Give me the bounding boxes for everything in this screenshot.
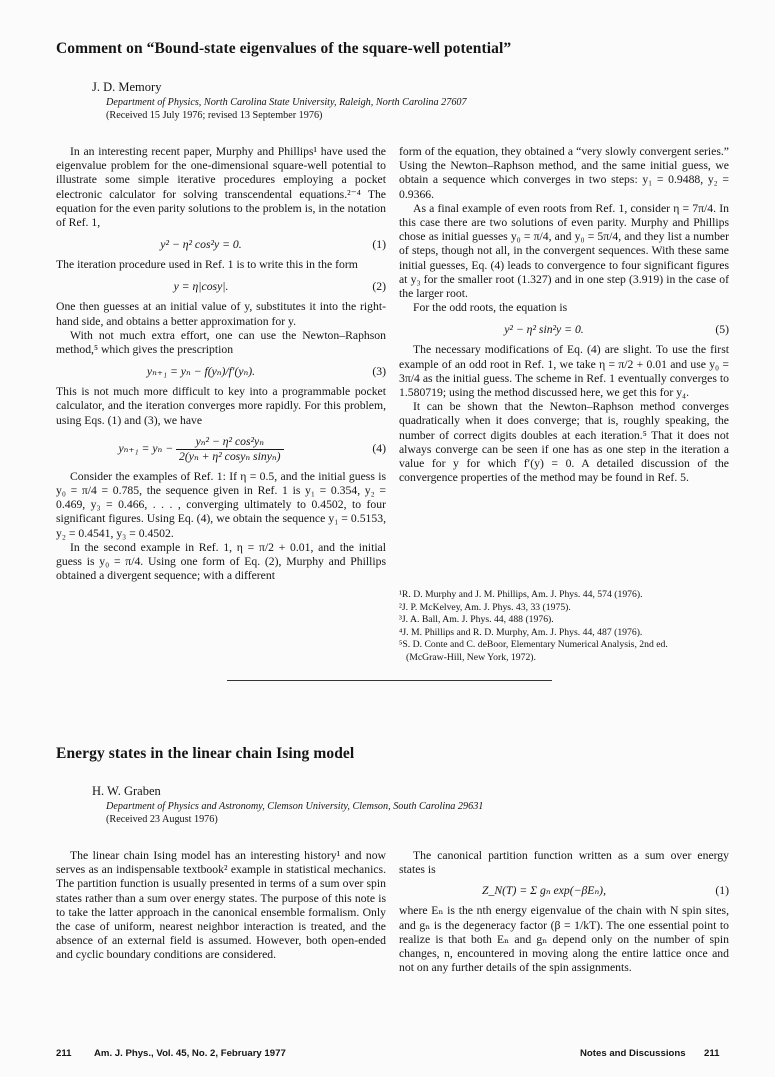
paragraph: It can be shown that the Newton–Raphson method converges quadratically when it does converge; that is, roughly speaking, the number of correct digits doubles at each iteration.⁵ That it does not always converge can be seen if one has as one step in the iteration a value for y for which f′(y) = 0. A detailed discussion of the convergence properties of the method may be found in Ref. 5.: [399, 400, 729, 485]
paragraph: In the second example in Ref. 1, η = π/2 + 0.01, and the initial guess is y₀ = π/4. Using one form of Eq. (2), Murphy and Phillips obtained a divergent sequence; with a different: [56, 540, 386, 583]
article1-left-column: [56, 145, 386, 583]
paragraph: This is not much more difficult to key into a programmable pocket calculator, and the iteration converges more rapidly. For this problem, using Eqs. (1) and (3), we have: [56, 385, 386, 427]
paragraph: form of the equation, they obtained a “very slowly convergent series.” Using the Newton–Raphson method, and the same initial guess, we obtain a sequence which converges in two steps: y₁ = 0.9488, y₂ = 0.9366.: [399, 145, 729, 201]
paragraph: With not much extra effort, one can use the Newton–Raphson method,⁵ which gives the prescription: [56, 328, 386, 357]
references: [399, 589, 729, 665]
paragraph: The canonical partition function written as a sum over energy states is: [399, 849, 729, 877]
article2-left-column: [56, 849, 386, 963]
footer-journal: Am. J. Phys., Vol. 45, No. 2, February 1977: [94, 1048, 286, 1059]
article1-right-column: [399, 145, 729, 485]
reference-item: ³J. A. Ball, Am. J. Phys. 44, 488 (1976).: [399, 614, 554, 626]
article1-received: (Received 15 July 1976; revised 13 September 1976): [106, 110, 323, 121]
paragraph: As a final example of even roots from Ref. 1, consider η = 7π/4. In this case there are two solutions of even parity. Murphy and Phillips chose as initial guesses y₀ = π/4, and y₀ = 5π/4, and they list a number of steps, though not all, in the convergent sequences. With these same initial guesses, Eq. (4) leads to convergence to four significant figures at y₃ for the smaller root (1.327) and in one step (3.919) in the case of the larger root.: [399, 201, 729, 301]
reference-item: ⁵S. D. Conte and C. deBoor, Elementary Numerical Analysis, 2nd ed.: [399, 639, 668, 651]
paragraph: where Eₙ is the nth energy eigenvalue of the chain with N spin sites, and gₙ is the degeneracy factor (β = 1/kT). The one essential point to realize is that both Eₙ and gₙ depend only on the number of spin changes, n, encountered in moving along the entire lattice once and not on any further details of the spin assignments.: [399, 904, 729, 975]
equation-5: y² − η² sin²y = 0. (5): [504, 323, 729, 337]
reference-item: ⁴J. M. Phillips and R. D. Murphy, Am. J. Phys. 44, 487 (1976).: [399, 626, 643, 638]
article2-right-column: [399, 849, 729, 975]
equation-3: yₙ₊₁ = yₙ − f(yₙ)/f′(yₙ). (3): [146, 365, 386, 379]
reference-item: (McGraw-Hill, New York, 1972).: [406, 651, 536, 663]
paragraph: Consider the examples of Ref. 1: If η = 0.5, and the initial guess is y₀ = π/4 = 0.785, the sequence given in Ref. 1 is y₁ = 0.354, y₂ = 0.469, y₃ = 0.466, . . . , converging ultimately to 0.4502, to four significant figures. Using Eq. (4), we obtain the sequence y₁ = 0.5153, y₂ = 0.4541, y₃ = 0.4502.: [56, 469, 386, 540]
paragraph: In an interesting recent paper, Murphy and Phillips¹ have used the eigenvalue problem for the one-dimensional square-well potential to illustrate some simple iterative procedures employing a pocket electronic calculator for solving transcendental equations.²⁻⁴ The equation for the even parity solutions to the problem is, in the notation of Ref. 1,: [56, 145, 386, 230]
article2-title: Energy states in the linear chain Ising model: [56, 745, 355, 762]
paragraph: The necessary modifications of Eq. (4) are slight. To use the first example of an odd root in Ref. 1, we take η = π/2 + 0.01 and use y₀ = 3π/4 as the initial guess. The scheme in Ref. 1 eventually converges to 1.580719; using the method discussed here, we get this for y₄.: [399, 343, 729, 400]
paragraph: The linear chain Ising model has an interesting history¹ and now serves as an indispensable textbook² example in statistical mechanics. The partition function is usually presented in terms of a sum over spin states rather than a sum over energy states. The purpose of this note is to take the latter approach in the canonical ensemble formalism. Only the case of uniform, nearest neighbor interaction is treated, and the absence of an external field is assumed. However, both open-ended and cyclic boundary conditions are considered.: [56, 849, 386, 962]
equation-z: Z_N(T) = Σ gₙ exp(−βEₙ), (1): [481, 884, 729, 898]
reference-item: ¹R. D. Murphy and J. M. Phillips, Am. J. Phys. 44, 574 (1976).: [399, 589, 643, 600]
article2-received: (Received 23 August 1976): [106, 814, 218, 825]
footer-left-page-number: 211: [56, 1048, 72, 1059]
article2-author: H. W. Graben: [92, 784, 161, 798]
footer-section: Notes and Discussions: [580, 1048, 686, 1059]
article1-title: Comment on “Bound-state eigenvalues of the square-well potential”: [56, 40, 512, 57]
equation-2: y = η|cosy|. (2): [173, 280, 386, 294]
article-divider: [227, 680, 552, 681]
paragraph: For the odd roots, the equation is: [413, 301, 568, 315]
article2-affiliation: Department of Physics and Astronomy, Clemson University, Clemson, South Carolina 29631: [106, 801, 484, 812]
paragraph: The iteration procedure used in Ref. 1 is to write this in the form: [56, 258, 358, 272]
reference-item: ²J. P. McKelvey, Am. J. Phys. 43, 33 (1975).: [399, 601, 571, 613]
article1-author: J. D. Memory: [92, 80, 162, 94]
equation-4: yₙ₊₁ = yₙ − $\frac{\text{yₙ² − η² cos²yₙ}}{\text{2(yₙ + η² cosyₙ sinyₙ)}}$ (4): [118, 434, 386, 463]
equation-1: y² − η² cos²y = 0. (1): [160, 238, 386, 252]
footer-right-page-number: 211: [704, 1048, 720, 1059]
paragraph: One then guesses at an initial value of y, substitutes it into the right-hand side, and obtains a better approximation for y.: [56, 300, 386, 328]
article1-affiliation: Department of Physics, North Carolina State University, Raleigh, North Carolina 27607: [106, 97, 467, 108]
